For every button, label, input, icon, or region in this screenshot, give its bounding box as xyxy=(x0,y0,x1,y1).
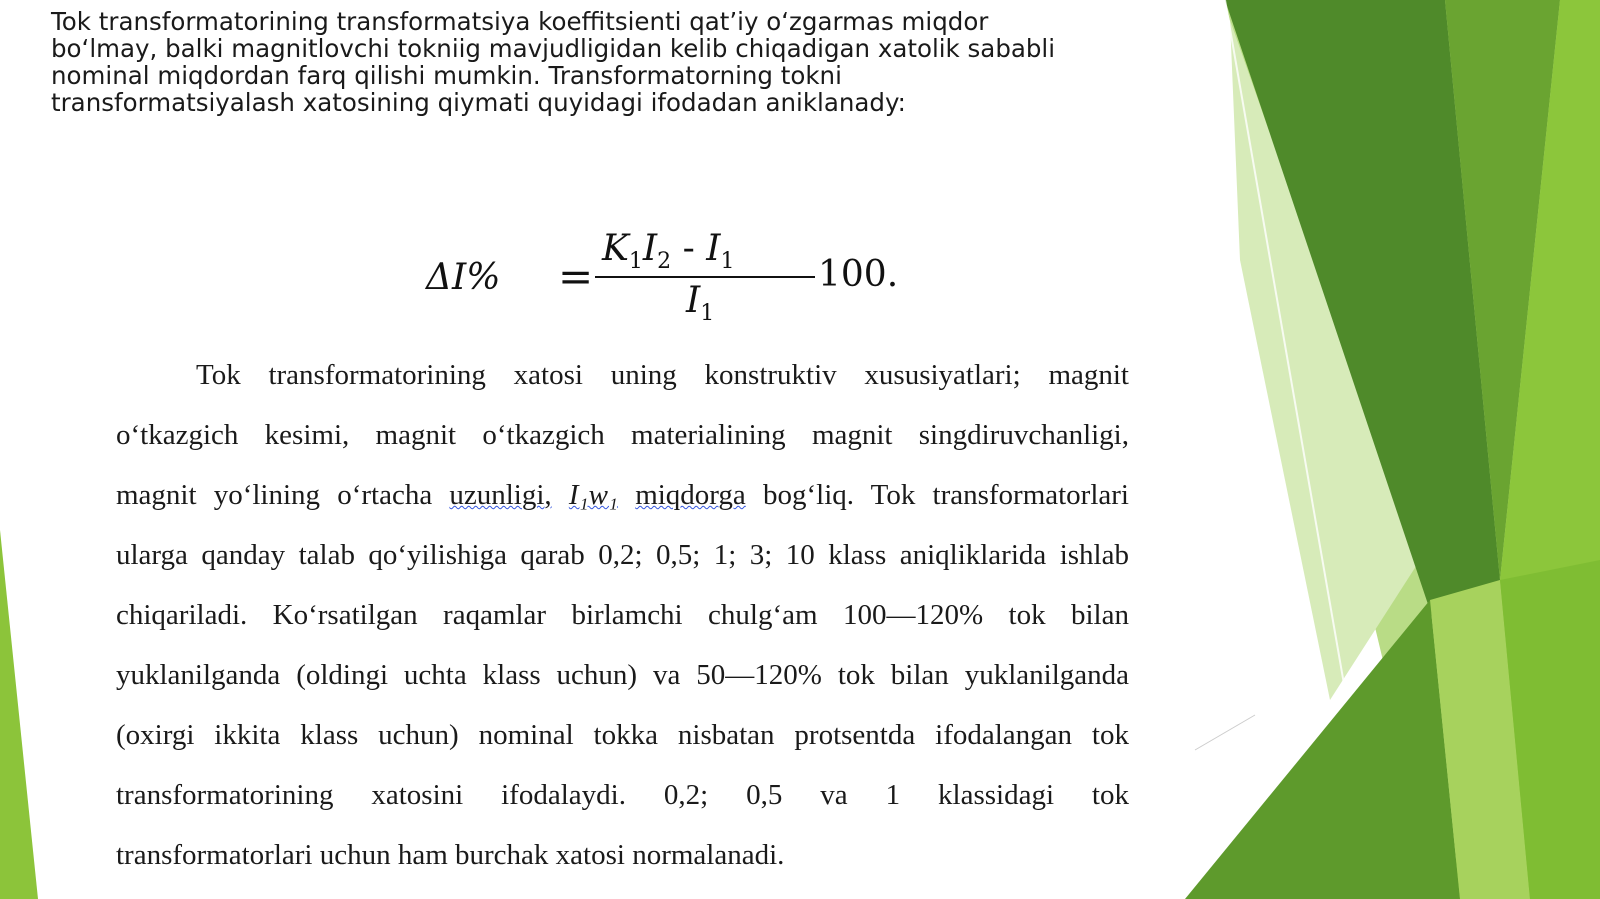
paragraph-line: magnit yo‘lining o‘rtacha uzunligi, I₁w₁ miqdorga bog‘liq. Tok transformatorlari xyxy=(116,479,1129,511)
body-paragraph xyxy=(116,345,1129,885)
paragraph-line: yuklanilganda (oldingi uchta klass uchun) va 50—120% tok bilan yuklanilganda xyxy=(116,659,1129,691)
paragraph-line: Tok transformatorining xatosi uning konstruktiv xususiyatlari; magnit xyxy=(196,359,1129,391)
paragraph-line: o‘tkazgich kesimi, magnit o‘tkazgich materialining magnit singdiruvchanligi, xyxy=(116,419,1129,451)
heading-line: transformatsiyalash xatosining qiymati quyidagi ifodadan aniklanady: xyxy=(51,88,906,117)
heading-line: nominal miqdordan farq qilishi mumkin. Transformatorning tokni xyxy=(51,61,842,90)
slide-heading xyxy=(51,8,1161,116)
paragraph-line: (oxirgi ikkita klass uchun) nominal tokka nisbatan protsentda ifodalangan tok xyxy=(116,719,1129,751)
formula-equals: = xyxy=(558,252,594,301)
formula-multiplier: 100. xyxy=(818,254,899,295)
fraction-bar xyxy=(595,276,815,278)
left-green-shape xyxy=(0,530,38,899)
paragraph-line: transformatorining xatosini ifodalaydi. 0,2; 0,5 va 1 klassidagi tok xyxy=(116,779,1129,811)
paragraph-line: transformatorlari uchun ham burchak xatosi normalanadi. xyxy=(116,839,785,871)
paragraph-line: chiqariladi. Ko‘rsatilgan raqamlar birlamchi chulg‘am 100—120% tok bilan xyxy=(116,599,1129,631)
formula-numerator: $K_1I_2 - I_1$ xyxy=(602,228,735,275)
heading-line: bo‘lmay, balki magnitlovchi tokniig mavjudligidan kelib chiqadigan xatolik sababli xyxy=(51,34,1056,63)
formula-lhs: ΔI% xyxy=(426,257,501,298)
heading-line: Tok transformatorining transformatsiya koeffitsienti qat’iy o‘zgarmas miqdor xyxy=(51,7,989,36)
formula-denominator: $I_1$ xyxy=(686,280,715,327)
paragraph-line: ularga qanday talab qo‘yilishiga qarab 0,2; 0,5; 1; 3; 10 klass aniqliklarida ishlab xyxy=(116,539,1129,571)
error-formula xyxy=(420,228,940,338)
